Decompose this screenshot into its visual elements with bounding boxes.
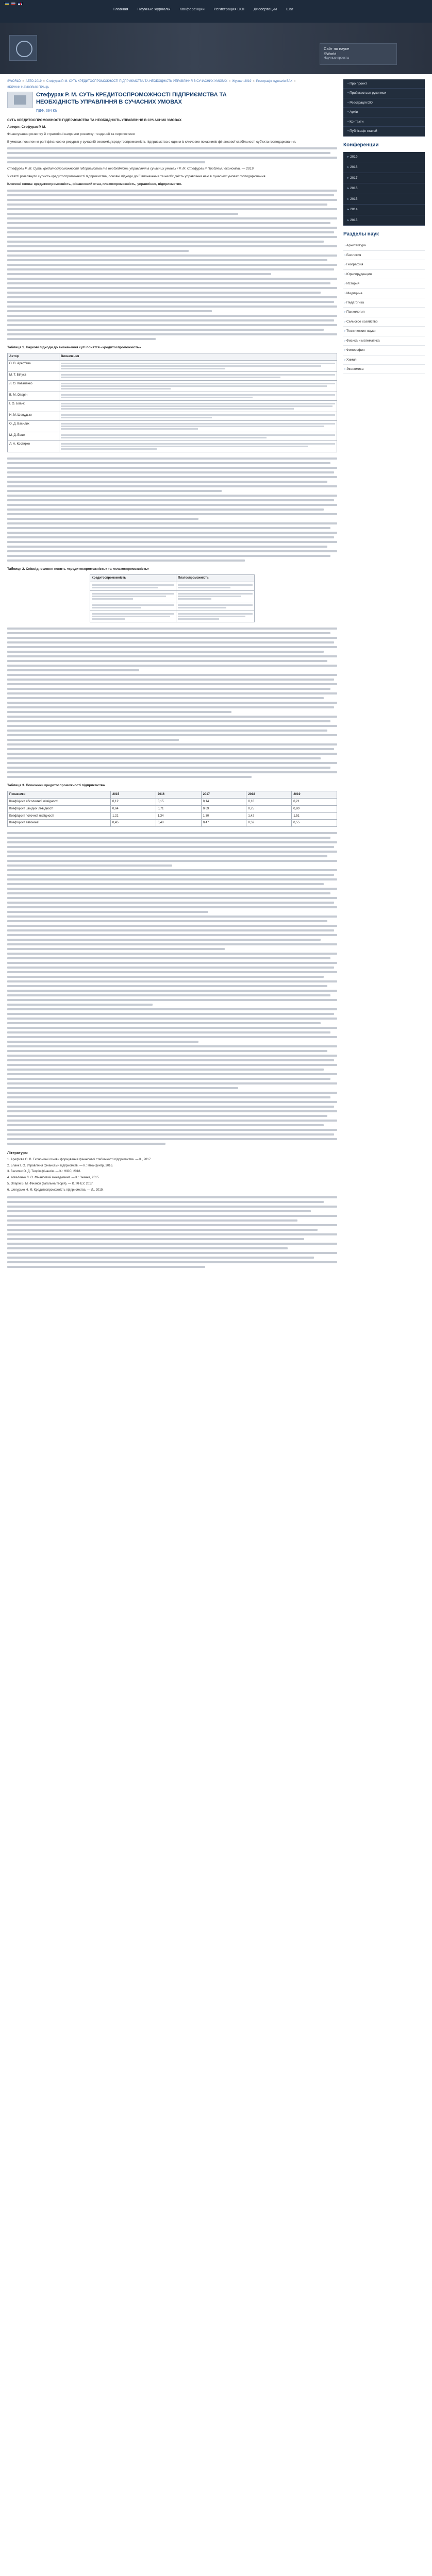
text-block (7, 190, 337, 215)
science-section-item[interactable]: › Философия (343, 346, 425, 355)
science-section-item[interactable]: › Сельское хозяйство (343, 317, 425, 327)
table-cell: Коефіцієнт швидкої ліквідності (8, 805, 111, 812)
banner-sign-line-2: SWorld (324, 51, 337, 56)
table-header: 2016 (156, 791, 201, 799)
sidebar-menu-item[interactable]: • Реєстрація DOI (343, 98, 425, 108)
science-section-item[interactable]: › Физика и математика (343, 336, 425, 346)
table-row (8, 420, 337, 432)
table-header: Платоспроможність (176, 575, 255, 582)
science-section-item[interactable]: › История (343, 279, 425, 289)
reference-item: 6. Шелудько Н. М. Кредитоспроможність підприємства. — Л., 2019. (7, 1188, 104, 1192)
sidebar-menu-item[interactable]: • Про проект (343, 79, 425, 89)
table-cell: 0,14 (201, 799, 246, 806)
table-cell: 0,75 (246, 805, 292, 812)
conference-year-item[interactable]: ▸ 2018 (343, 162, 425, 173)
text-block (7, 628, 337, 671)
table-1-caption: Таблиця 1. Наукові підходи до визначення суті поняття «кредитоспроможність» (7, 345, 141, 349)
table-header: 2017 (201, 791, 246, 799)
conference-year-item[interactable]: ▸ 2017 (343, 173, 425, 183)
table-3 (7, 791, 337, 826)
table-row (90, 591, 255, 602)
citation-paragraph: Стефурак Р. М. Суть кредитоспроможності підприємства та необхідність управління в сучасних умовах / Р. М. Стефурак // Проблеми економіки. — 2019. (7, 166, 255, 171)
breadcrumb-item[interactable]: Реєстрація журналів ВАК (256, 80, 293, 83)
table-2 (90, 574, 255, 622)
text-block (7, 869, 337, 913)
table-cell: В. М. Опарін (8, 392, 59, 400)
table-header: 2015 (111, 791, 156, 799)
text-block (7, 1092, 337, 1145)
table-cell (59, 380, 337, 392)
table-1 (7, 353, 337, 452)
table-cell: Л. О. Коваленко (8, 380, 59, 392)
nav-dissertations[interactable]: Диссертации (253, 7, 277, 11)
sidebar-menu-item[interactable]: • Публікація статей (343, 127, 425, 136)
table-cell (59, 412, 337, 420)
breadcrumb-item[interactable]: ЗБІРНИК НАУКОВИХ ПРАЦЬ (7, 86, 49, 89)
article-title: Стефурак Р. М. СУТЬ КРЕДИТОСПРОМОЖНОСТІ ПІДПРИЄМСТВА ТА НЕОБХІДНІСТЬ УПРАВЛІННЯ В СУЧАСНИХ УМОВАХ (36, 92, 227, 105)
science-section-item[interactable]: › Архитектура (343, 241, 425, 250)
table-cell: 0,80 (292, 805, 337, 812)
text-block (7, 953, 337, 1006)
sidebar-menu-item[interactable]: • Приймаються рукописи (343, 89, 425, 98)
breadcrumb-item[interactable]: АВТО-2019 (25, 80, 42, 83)
banner-sign-line-3: Научные проекты (324, 56, 350, 60)
table-header: Показники (8, 791, 111, 799)
text-block (7, 147, 337, 163)
table-row (8, 812, 337, 820)
science-section-item[interactable]: › Химия (343, 355, 425, 365)
top-bar (0, 0, 432, 23)
science-section-item[interactable]: › География (343, 260, 425, 269)
table-cell: 0,69 (201, 805, 246, 812)
banner-sign-text (324, 46, 349, 60)
table-cell (59, 432, 337, 440)
science-section-item[interactable]: › Медицина (343, 289, 425, 298)
table-cell: І. О. Бланк (8, 400, 59, 412)
table-row (8, 440, 337, 452)
text-block (7, 716, 337, 741)
reference-item: 1. Ареф'єва О. В. Економічні основи формування фінансової стабільності підприємства. — К., 2017. (7, 1158, 152, 1162)
table-header: Автор (8, 353, 59, 361)
science-section-item[interactable]: › Экономика (343, 365, 425, 374)
nav-home[interactable]: Главная (113, 7, 128, 11)
table-row (90, 582, 255, 591)
science-section-item[interactable]: › Технические науки (343, 327, 425, 336)
text-block (7, 1196, 337, 1268)
ukraine-flag-icon[interactable] (4, 2, 9, 5)
table-cell: О. В. Ареф'єва (8, 360, 59, 371)
table-cell: 1,42 (246, 812, 292, 820)
table-cell: 0,71 (156, 805, 201, 812)
main-nav (113, 7, 293, 12)
table-cell: О. Д. Василик (8, 420, 59, 432)
table-cell: 0,48 (156, 820, 201, 827)
table-row (8, 392, 337, 400)
nav-conferences[interactable]: Конференции (179, 7, 205, 11)
table-cell: 1,34 (156, 812, 201, 820)
table-cell (176, 602, 255, 611)
table-2-caption: Таблиця 2. Співвідношення понять «кредитоспроможність» та «платоспроможність» (7, 567, 149, 571)
site-logo-icon[interactable] (9, 35, 37, 61)
nav-journals[interactable]: Научные журналы (137, 7, 171, 11)
table-row (8, 820, 337, 827)
text-block (7, 495, 337, 520)
table-cell (90, 602, 176, 611)
conference-year-item[interactable]: ▸ 2016 (343, 183, 425, 194)
table-cell: Л. А. Костирко (8, 440, 59, 452)
science-section-item[interactable]: › Психология (343, 308, 425, 317)
sidebar-menu-item[interactable]: • Контакти (343, 117, 425, 127)
breadcrumb: SWORLD » АВТО-2019 » Стефурак Р. М. СУТЬ КРЕДИТОСПРОМОЖНОСТІ ПІДПРИЄМСТВА ТА НЕОБХІДНІСТЬ УПРАВЛІННЯ В СУЧАСНИХ УМОВАХ » Журнал-2019 » Реєстрація журналів ВАК » ЗБІРНИК НАУКОВИХ ПРАЦЬ (7, 80, 296, 89)
sidebar-menu (343, 79, 425, 137)
table-cell: М. Д. Білик (8, 432, 59, 440)
text-block (7, 315, 337, 340)
text-block (7, 217, 337, 252)
table-row (90, 602, 255, 611)
table-cell (59, 360, 337, 371)
table-cell: 0,12 (111, 799, 156, 806)
conference-year-item[interactable]: ▸ 2013 (343, 215, 425, 226)
breadcrumb-item[interactable]: SWORLD (7, 80, 21, 83)
table-row (8, 380, 337, 392)
table-cell: Коефіцієнт абсолютної ліквідності (8, 799, 111, 806)
text-block (7, 916, 337, 950)
table-header: 2019 (292, 791, 337, 799)
text-block (7, 255, 337, 275)
article-thumbnail (7, 92, 33, 108)
table-cell (59, 392, 337, 400)
banner (0, 23, 432, 74)
science-sections (343, 241, 425, 374)
text-block (7, 522, 337, 562)
table-cell: 0,64 (111, 805, 156, 812)
table-cell: 0,45 (111, 820, 156, 827)
conference-years (343, 152, 425, 226)
conference-year-item[interactable]: ▸ 2015 (343, 194, 425, 205)
table-cell (176, 611, 255, 622)
table-row (8, 805, 337, 812)
table-row (8, 412, 337, 420)
banner-sign-line-1: Сайт по науке (324, 46, 350, 51)
table-cell (176, 582, 255, 591)
table-cell: М. Т. Білуха (8, 371, 59, 380)
table-cell: Коефіцієнт поточної ліквідності (8, 812, 111, 820)
article-subtitle: СУТЬ КРЕДИТОСПРОМОЖНОСТІ ПІДПРИЄМСТВА ТА НЕОБХІДНІСТЬ УПРАВЛІННЯ В СУЧАСНИХ УМОВАХ (7, 118, 182, 122)
table-cell (90, 582, 176, 591)
sections-heading: Разделы наук (343, 231, 379, 237)
table-cell: 0,52 (246, 820, 292, 827)
language-switcher (4, 2, 23, 5)
table-header: Кредитоспроможність (90, 575, 176, 582)
table-cell: 0,18 (246, 799, 292, 806)
table-cell: 1,21 (111, 812, 156, 820)
sidebar-menu-item[interactable]: • Архів (343, 108, 425, 117)
text-block (7, 832, 337, 867)
sidebar (343, 79, 425, 1270)
nav-doi[interactable]: Регистрация DOI (213, 7, 244, 11)
pdf-download-link[interactable]: ПДФ, 394 Кб (36, 109, 57, 113)
breadcrumb-item[interactable]: Стефурак Р. М. СУТЬ КРЕДИТОСПРОМОЖНОСТІ ПІДПРИЄМСТВА ТА НЕОБХІДНІСТЬ УПРАВЛІННЯ В СУЧАСНИХ УМОВАХ (46, 80, 227, 83)
references-title: Література: (7, 1151, 28, 1155)
science-section-item[interactable]: › Педагогика (343, 298, 425, 308)
article-section: Фінансування розвитку й стратегічні напрямки розвитку: тенденції та перспективи (7, 132, 135, 136)
conference-year-item[interactable]: ▸ 2019 (343, 152, 425, 162)
table-row (8, 400, 337, 412)
table-cell (59, 400, 337, 412)
table-cell: 0,21 (292, 799, 337, 806)
breadcrumb-item[interactable]: Журнал-2019 (232, 80, 252, 83)
text-block (7, 674, 337, 713)
table-cell (59, 371, 337, 380)
conferences-heading: Конференции (343, 142, 379, 148)
table-cell (59, 440, 337, 452)
table-cell: Н. М. Шелудько (8, 412, 59, 420)
science-section-item[interactable]: › Биология (343, 251, 425, 260)
table-header: 2018 (246, 791, 292, 799)
text-block (7, 278, 337, 312)
nav-step[interactable]: Шаг (286, 7, 293, 11)
table-cell (176, 591, 255, 602)
abstract-paragraph: У статті розглянуто сутність кредитоспроможності підприємства, основні підходи до її визначення та необхідність управління нею в сучасних умовах господарювання. (7, 175, 267, 178)
text-block (7, 457, 337, 492)
table-row (8, 799, 337, 806)
table-row (90, 611, 255, 622)
keywords: Ключові слова: кредитоспроможність, фінансовий стан, платоспроможність, управління, підприємство. (7, 182, 182, 187)
text-block (7, 1045, 337, 1089)
russia-flag-icon[interactable] (11, 2, 16, 5)
text-block (7, 743, 337, 778)
table-row (8, 371, 337, 380)
paragraph-intro: В умовах посилення ролі фінансових ресурсів у сучасній економіці кредитоспроможність підприємства є одним із ключових показників фінансової стабільності суб'єкта господарювання. (7, 140, 296, 144)
reference-item: 2. Бланк І. О. Управління фінансами підприємств. — К.: Ніка-Центр, 2016. (7, 1164, 113, 1167)
table-cell: 0,55 (292, 820, 337, 827)
table-cell: 1,30 (201, 812, 246, 820)
table-cell (90, 591, 176, 602)
uk-flag-icon[interactable] (18, 2, 23, 5)
text-block (7, 1008, 337, 1043)
table-header: Визначення (59, 353, 337, 361)
table-3-caption: Таблиця 3. Показники кредитоспроможності підприємства (7, 784, 105, 788)
conference-year-item[interactable]: ▸ 2014 (343, 205, 425, 215)
table-row (8, 360, 337, 371)
table-cell: Коефіцієнт автономії (8, 820, 111, 827)
table-cell: 1,51 (292, 812, 337, 820)
main-content (7, 79, 337, 1270)
table-row (8, 432, 337, 440)
reference-item: 4. Коваленко Л. О. Фінансовий менеджмент. — К.: Знання, 2015. (7, 1176, 100, 1180)
table-cell: 0,47 (201, 820, 246, 827)
reference-item: 5. Опарін В. М. Фінанси (загальна теорія). — К.: КНЕУ, 2017. (7, 1182, 94, 1185)
science-section-item[interactable]: › Юриспруденция (343, 270, 425, 279)
table-cell (90, 611, 176, 622)
table-cell (59, 420, 337, 432)
article-authors: Автори: Стефурак Р. М. (7, 125, 46, 129)
reference-item: 3. Василик О. Д. Теорія фінансів. — К.: НІОС, 2018. (7, 1170, 81, 1174)
table-cell: 0,15 (156, 799, 201, 806)
